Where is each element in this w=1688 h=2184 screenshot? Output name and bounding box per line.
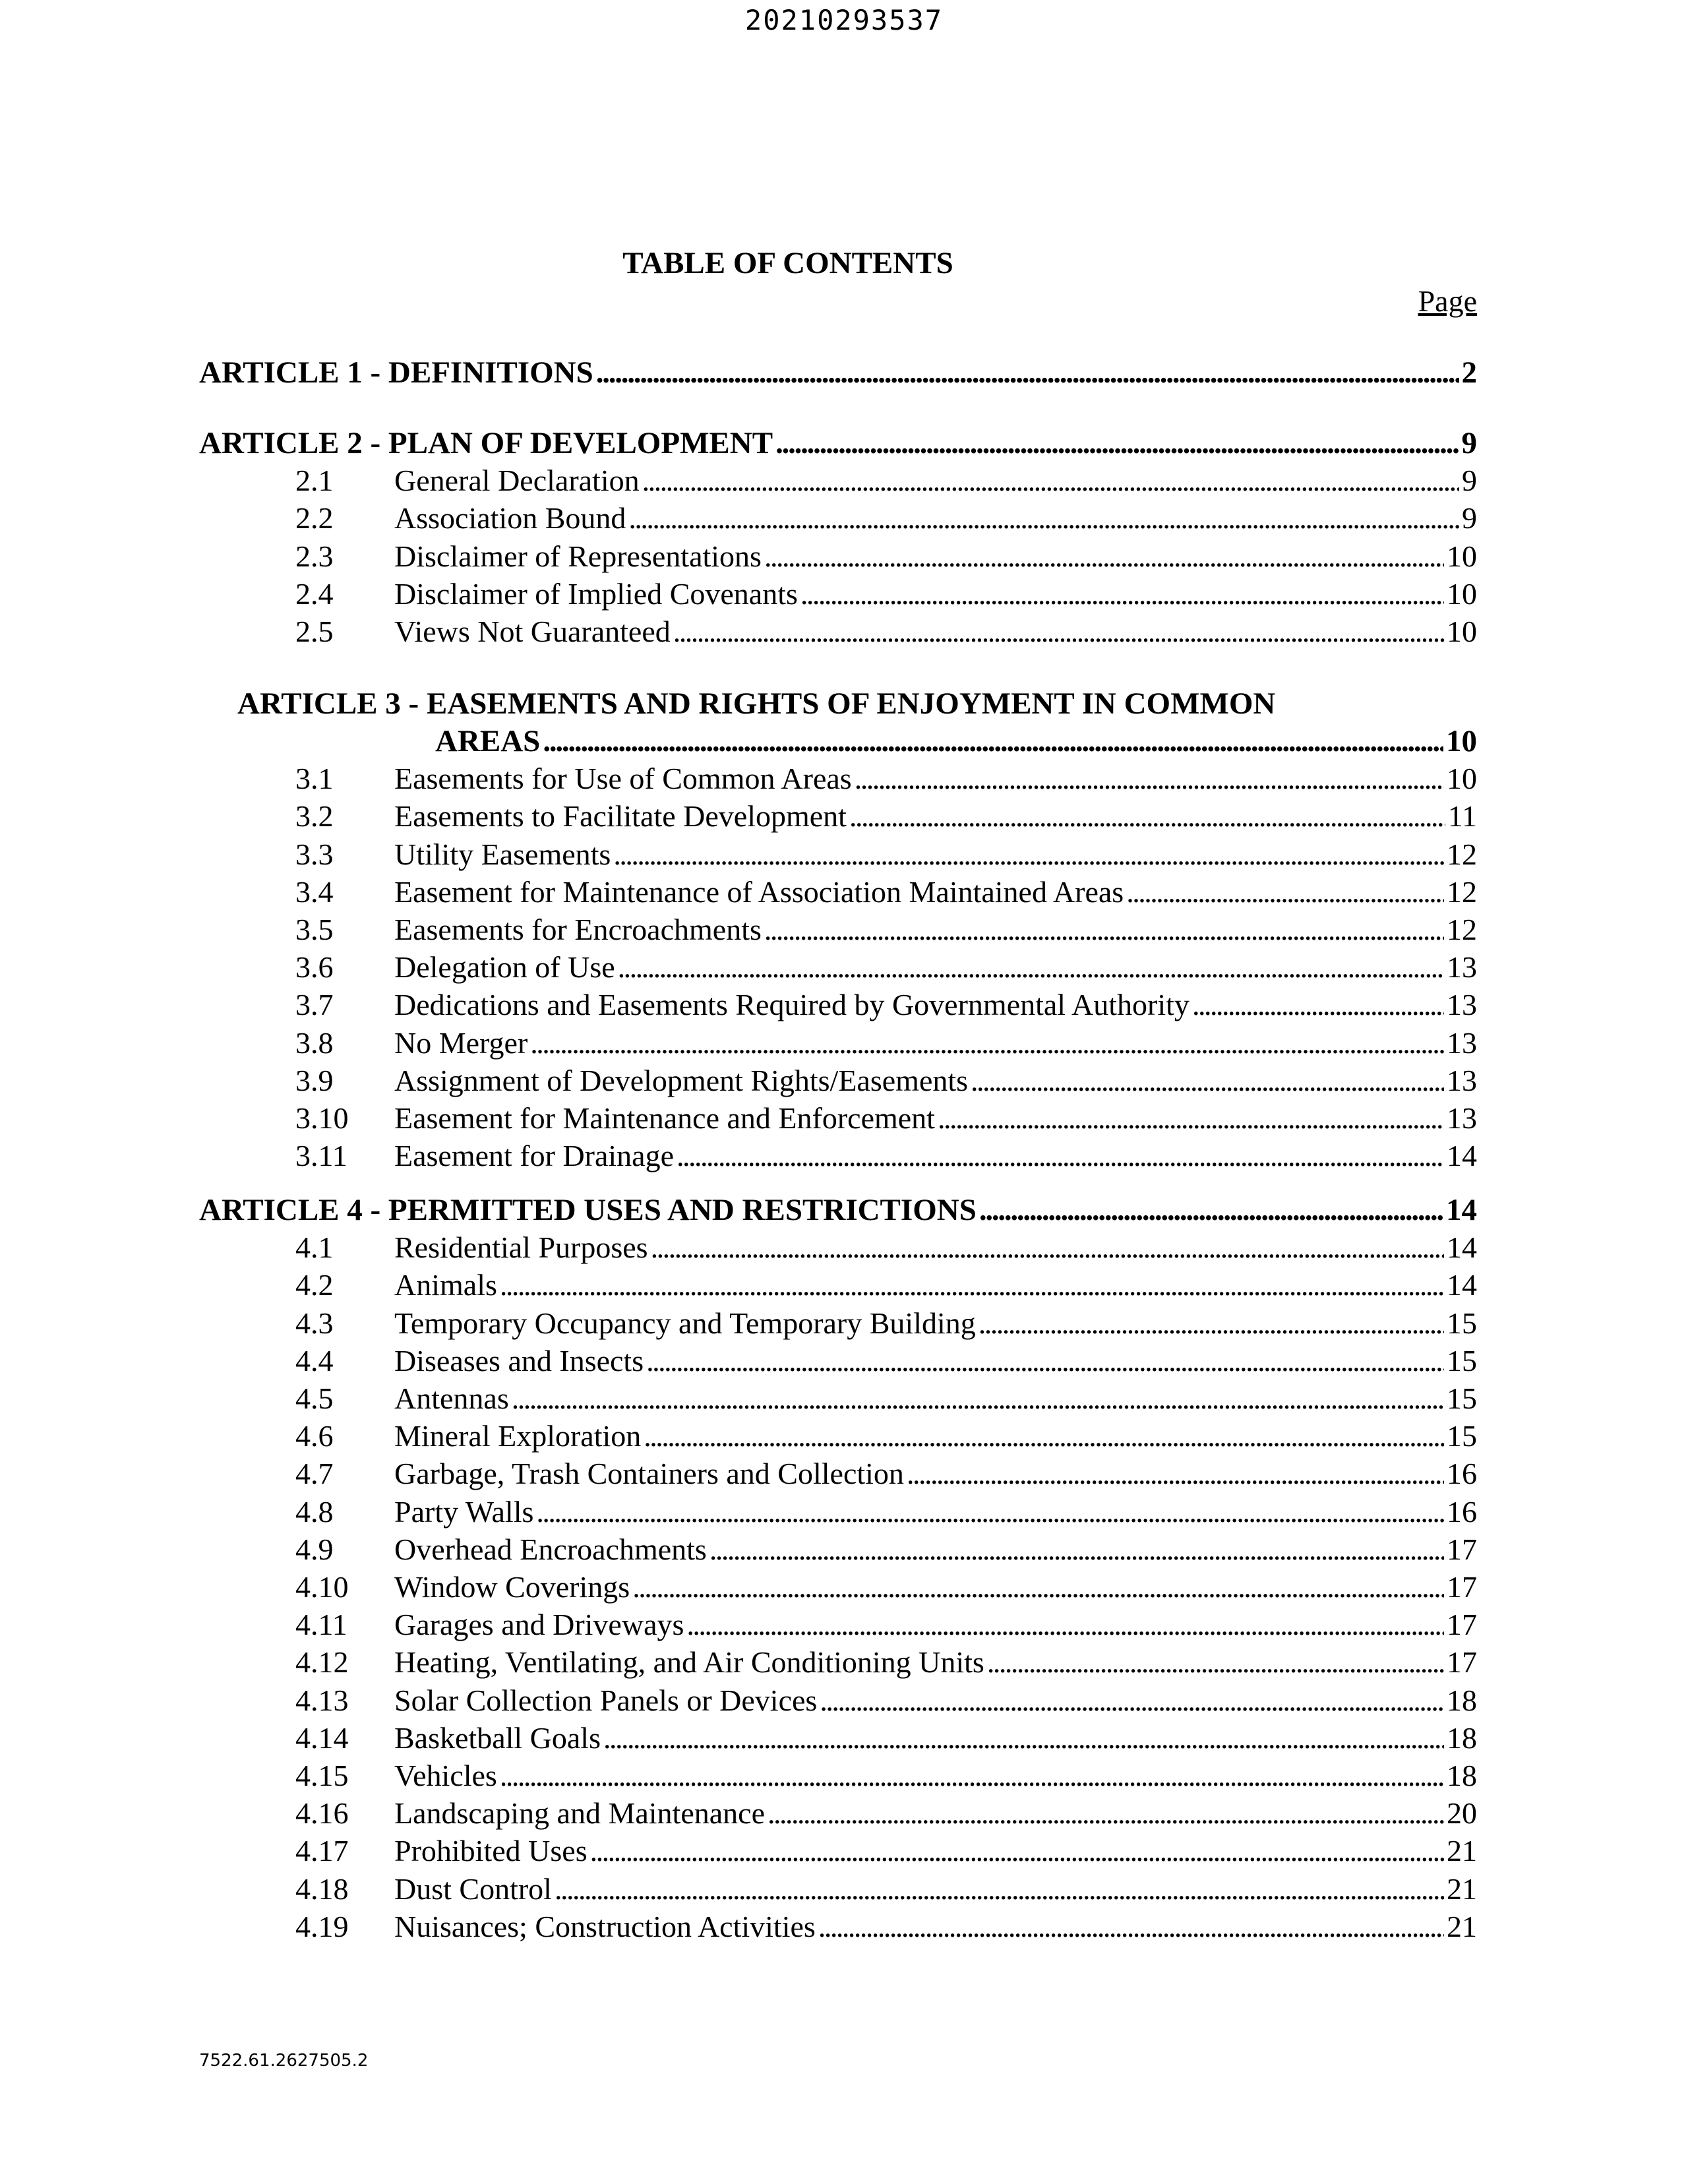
section-title: Easement for Maintenance and Enforcement (394, 1101, 935, 1135)
section-page-number: 15 (1447, 1344, 1477, 1378)
toc-section-entry (295, 760, 1477, 798)
dot-leader (1126, 873, 1444, 911)
section-title: Dust Control (394, 1872, 552, 1906)
section-page-number: 21 (1447, 1872, 1477, 1906)
dot-leader (849, 797, 1445, 835)
dot-leader (642, 462, 1459, 500)
toc-section-entry (295, 1908, 1477, 1946)
section-number: 2.4 (295, 577, 334, 611)
section-page-number: 20 (1447, 1796, 1477, 1830)
toc-section-entry (295, 1870, 1477, 1908)
dot-leader (987, 1643, 1444, 1682)
section-number: 2.3 (295, 539, 334, 573)
dot-leader (596, 353, 1459, 392)
dot-leader (628, 499, 1459, 537)
section-number: 3.11 (295, 1139, 347, 1172)
toc-section-entry (295, 1266, 1477, 1304)
section-page-number: 15 (1447, 1419, 1477, 1453)
dot-leader (603, 1719, 1444, 1757)
article-page-number: 10 (1446, 724, 1477, 758)
section-title: No Merger (394, 1026, 528, 1060)
section-title: Disclaimer of Representations (394, 539, 762, 573)
article-title: ARTICLE 2 - PLAN OF DEVELOPMENT (199, 426, 773, 460)
section-number: 4.1 (295, 1230, 334, 1264)
dot-leader (818, 1908, 1444, 1946)
section-page-number: 17 (1447, 1645, 1477, 1679)
section-title: Overhead Encroachments (394, 1532, 707, 1566)
section-page-number: 10 (1447, 577, 1477, 611)
section-page-number: 16 (1447, 1457, 1477, 1490)
section-title: Mineral Exploration (394, 1419, 642, 1453)
dot-leader (646, 1342, 1444, 1380)
dot-leader (536, 1493, 1444, 1531)
section-number: 4.7 (295, 1457, 334, 1490)
section-number: 4.8 (295, 1495, 334, 1529)
section-page-number: 9 (1462, 501, 1477, 535)
section-title: Easements to Facilitate Development (394, 799, 847, 833)
section-number: 4.14 (295, 1721, 349, 1755)
section-page-number: 10 (1447, 539, 1477, 573)
dot-leader (555, 1870, 1444, 1908)
section-title: Views Not Guaranteed (394, 615, 671, 648)
toc-section-entry (295, 873, 1477, 911)
section-number: 4.15 (295, 1759, 349, 1792)
section-number: 4.19 (295, 1910, 349, 1943)
toc-section-entry (295, 1832, 1477, 1870)
section-number: 3.2 (295, 799, 334, 833)
section-title: General Declaration (394, 464, 640, 497)
section-number: 4.9 (295, 1532, 334, 1566)
section-number: 4.6 (295, 1419, 334, 1453)
section-page-number: 14 (1447, 1268, 1477, 1302)
section-number: 4.12 (295, 1645, 349, 1679)
recording-number: 20210293537 (744, 4, 944, 36)
section-number: 3.9 (295, 1064, 334, 1097)
dot-leader (855, 760, 1444, 798)
dot-leader (500, 1757, 1444, 1795)
toc-section-entry (295, 1606, 1477, 1644)
section-title: Window Coverings (394, 1570, 630, 1604)
section-title: Utility Easements (394, 837, 611, 871)
toc-section-entry (295, 948, 1477, 986)
toc-section-entry (295, 835, 1477, 874)
toc-section-entry (295, 1757, 1477, 1795)
toc-section-entry (295, 1531, 1477, 1569)
article-page-number: 2 (1461, 355, 1477, 390)
article-heading (199, 1191, 1477, 1229)
section-number: 4.3 (295, 1306, 334, 1340)
dot-leader (613, 835, 1444, 874)
section-number: 2.2 (295, 501, 334, 535)
toc-section-entry (295, 537, 1477, 576)
section-title: Landscaping and Maintenance (394, 1796, 765, 1830)
dot-leader (500, 1266, 1444, 1304)
section-page-number: 21 (1447, 1910, 1477, 1943)
section-number: 2.1 (295, 464, 334, 497)
section-page-number: 10 (1447, 615, 1477, 648)
dot-leader (764, 537, 1444, 576)
dot-leader (800, 575, 1444, 613)
article-page-number: 9 (1461, 426, 1477, 460)
section-page-number: 18 (1447, 1759, 1477, 1792)
dot-leader (775, 424, 1459, 462)
dot-leader (651, 1228, 1444, 1267)
article-heading (199, 353, 1477, 392)
section-title: Assignment of Development Rights/Easements (394, 1064, 969, 1097)
section-number: 3.3 (295, 837, 334, 871)
dot-leader (543, 722, 1443, 760)
section-title: Party Walls (394, 1495, 534, 1529)
dot-leader (709, 1531, 1444, 1569)
section-number: 4.4 (295, 1344, 334, 1378)
section-title: Prohibited Uses (394, 1834, 588, 1867)
section-title: Diseases and Insects (394, 1344, 644, 1378)
footer-document-id: 7522.61.2627505.2 (199, 2051, 369, 2071)
section-page-number: 12 (1447, 913, 1477, 946)
dot-leader (644, 1417, 1444, 1455)
page-title: TABLE OF CONTENTS (622, 246, 953, 280)
section-page-number: 11 (1447, 799, 1477, 833)
section-number: 4.18 (295, 1872, 349, 1906)
article-title: ARTICLE 4 - PERMITTED USES AND RESTRICTIONS (199, 1193, 977, 1227)
dot-leader (979, 1304, 1444, 1343)
toc-section-entry (295, 1455, 1477, 1493)
dot-leader (512, 1380, 1444, 1418)
section-page-number: 13 (1447, 1064, 1477, 1097)
section-number: 4.13 (295, 1684, 349, 1717)
dot-leader (938, 1099, 1444, 1138)
dot-leader (1192, 986, 1444, 1024)
dot-leader (979, 1191, 1443, 1229)
toc-section-entry (295, 1643, 1477, 1682)
section-number: 3.1 (295, 762, 334, 795)
section-title: Temporary Occupancy and Temporary Building (394, 1306, 976, 1340)
toc-section-entry (295, 911, 1477, 949)
toc-section-entry (295, 797, 1477, 835)
section-page-number: 14 (1447, 1230, 1477, 1264)
section-title: Garbage, Trash Containers and Collection (394, 1457, 904, 1490)
section-page-number: 9 (1462, 464, 1477, 497)
section-title: Dedications and Easements Required by Governmental Authority (394, 988, 1190, 1021)
section-number: 3.8 (295, 1026, 334, 1060)
dot-leader (820, 1682, 1444, 1720)
dot-leader (673, 613, 1444, 651)
toc-section-entry (295, 1228, 1477, 1267)
section-title: Delegation of Use (394, 950, 615, 984)
article-page-number: 14 (1446, 1193, 1477, 1227)
dot-leader (686, 1606, 1444, 1644)
dot-leader (907, 1455, 1444, 1493)
dot-leader (677, 1137, 1444, 1175)
section-title: Vehicles (394, 1759, 497, 1792)
section-title: Heating, Ventilating, and Air Conditioning Units (394, 1645, 984, 1679)
section-page-number: 16 (1447, 1495, 1477, 1529)
dot-leader (590, 1832, 1444, 1870)
section-number: 3.10 (295, 1101, 349, 1135)
section-page-number: 15 (1447, 1381, 1477, 1415)
section-page-number: 21 (1447, 1834, 1477, 1867)
article-heading (435, 722, 1477, 760)
section-page-number: 13 (1447, 950, 1477, 984)
section-title: Easement for Maintenance of Association Maintained Areas (394, 875, 1124, 909)
section-page-number: 10 (1447, 762, 1477, 795)
toc-section-entry (295, 613, 1477, 651)
dot-leader (632, 1568, 1444, 1606)
toc-section-entry (295, 1568, 1477, 1606)
section-title: Antennas (394, 1381, 509, 1415)
section-number: 4.2 (295, 1268, 334, 1302)
section-title: Easement for Drainage (394, 1139, 675, 1172)
section-title: Nuisances; Construction Activities (394, 1910, 816, 1943)
article-heading-line (237, 684, 1275, 723)
section-page-number: 17 (1447, 1570, 1477, 1604)
section-page-number: 13 (1447, 1101, 1477, 1135)
toc-section-entry (295, 575, 1477, 613)
toc-section-entry (295, 499, 1477, 537)
section-number: 2.5 (295, 615, 334, 648)
article-title: ARTICLE 1 - DEFINITIONS (199, 355, 593, 390)
toc-section-entry (295, 1062, 1477, 1100)
toc-section-entry (295, 1682, 1477, 1720)
section-title: Easements for Use of Common Areas (394, 762, 852, 795)
section-page-number: 13 (1447, 1026, 1477, 1060)
section-page-number: 14 (1447, 1139, 1477, 1172)
section-page-number: 17 (1447, 1532, 1477, 1566)
section-page-number: 12 (1447, 875, 1477, 909)
section-number: 4.11 (295, 1608, 347, 1641)
section-page-number: 13 (1447, 988, 1477, 1021)
section-title: Disclaimer of Implied Covenants (394, 577, 798, 611)
toc-section-entry (295, 1099, 1477, 1138)
dot-leader (768, 1794, 1444, 1833)
toc-section-entry (295, 1719, 1477, 1757)
section-number: 3.4 (295, 875, 334, 909)
page-column-label: Page (1418, 284, 1477, 318)
section-title: Solar Collection Panels or Devices (394, 1684, 818, 1717)
article-heading (199, 424, 1477, 462)
toc-section-entry (295, 1342, 1477, 1380)
section-number: 3.5 (295, 913, 334, 946)
section-title: Residential Purposes (394, 1230, 648, 1264)
section-page-number: 18 (1447, 1684, 1477, 1717)
toc-section-entry (295, 1493, 1477, 1531)
section-number: 4.17 (295, 1834, 349, 1867)
toc-section-entry (295, 1137, 1477, 1175)
dot-leader (971, 1062, 1444, 1100)
toc-section-entry (295, 1024, 1477, 1062)
section-page-number: 17 (1447, 1608, 1477, 1641)
toc-section-entry (295, 462, 1477, 500)
section-title: Animals (394, 1268, 497, 1302)
section-title: Basketball Goals (394, 1721, 601, 1755)
toc-section-entry (295, 1380, 1477, 1418)
dot-leader (530, 1024, 1444, 1062)
toc-section-entry (295, 1794, 1477, 1833)
section-number: 4.16 (295, 1796, 349, 1830)
toc-section-entry (295, 1304, 1477, 1343)
article-title: AREAS (435, 724, 541, 758)
article-title: ARTICLE 3 - EASEMENTS AND RIGHTS OF ENJOYMENT IN COMMON (237, 686, 1276, 721)
section-title: Easements for Encroachments (394, 913, 762, 946)
section-number: 4.10 (295, 1570, 349, 1604)
section-page-number: 12 (1447, 837, 1477, 871)
dot-leader (618, 948, 1444, 986)
toc-section-entry (295, 986, 1477, 1024)
section-page-number: 15 (1447, 1306, 1477, 1340)
section-title: Garages and Driveways (394, 1608, 684, 1641)
section-number: 3.6 (295, 950, 334, 984)
section-page-number: 18 (1447, 1721, 1477, 1755)
section-number: 3.7 (295, 988, 334, 1021)
section-title: Association Bound (394, 501, 626, 535)
toc-section-entry (295, 1417, 1477, 1455)
section-number: 4.5 (295, 1381, 334, 1415)
dot-leader (764, 911, 1444, 949)
